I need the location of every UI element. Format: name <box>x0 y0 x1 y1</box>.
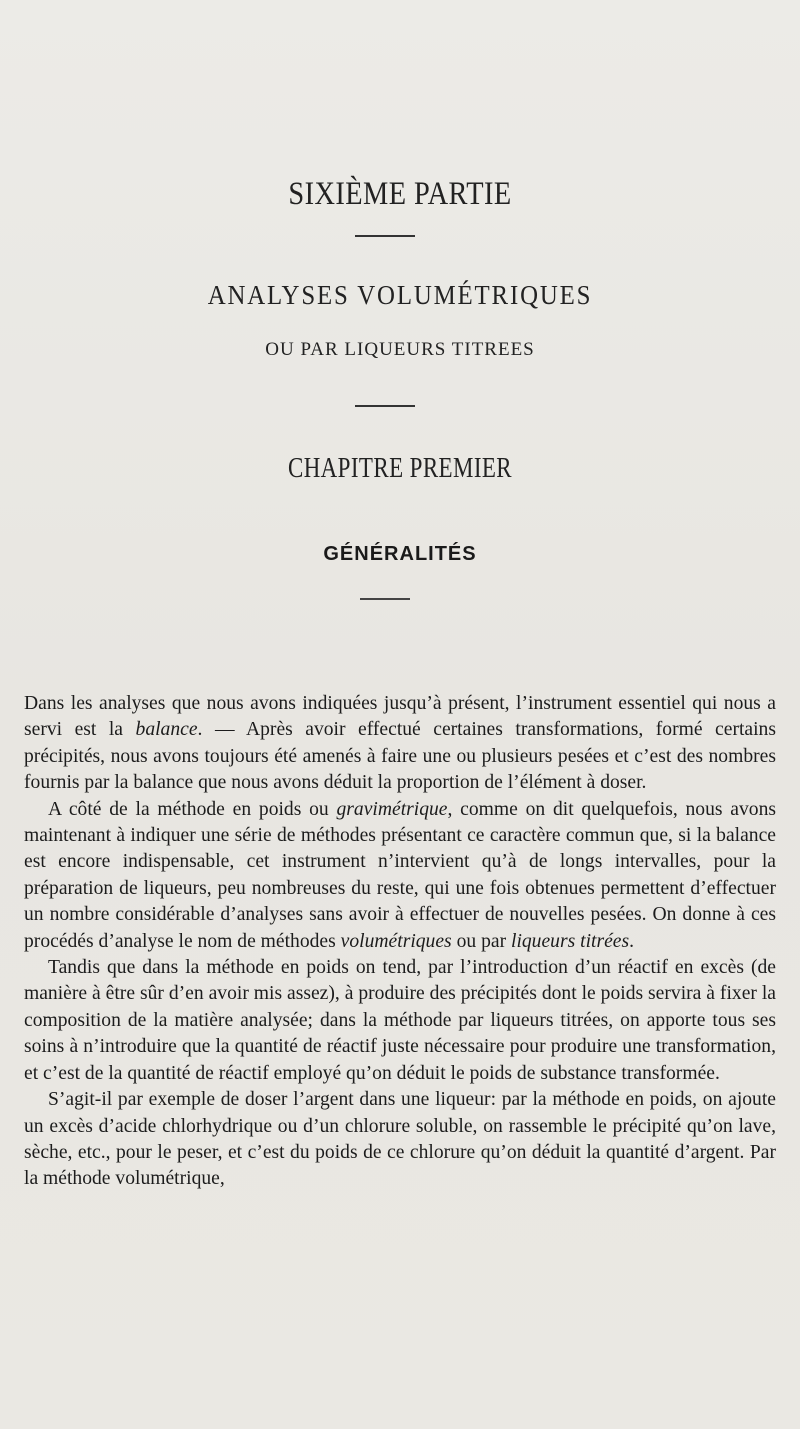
divider-rule <box>355 235 415 237</box>
section-title: GÉNÉRALITÉS <box>323 543 477 565</box>
divider-rule <box>355 405 415 407</box>
paragraph: A côté de la méthode en poids ou gravimétrique, comme on dit quelquefois, nous avons maintenant à indiquer une série de méthodes présentant ce caractère commun que, si la balance est encore indispensable, cet instrument n’intervient qu’à de longs intervalles, pour la préparation de liqueurs, peu nombreuses du reste, qui une fois obtenues permettent d’effectuer un nombre considérable d’analyses sans avoir à effectuer de nouvelles pesées. On donne à ces procédés d’analyse le nom de méthodes volumétriques ou par liqueurs titrées. <box>24 798 777 952</box>
sub-title: OU PAR LIQUEURS TITREES <box>265 339 535 360</box>
chapter-title: CHAPITRE PREMIER <box>287 453 513 484</box>
paragraph: Dans les analyses que nous avons indiquées jusqu’à présent, l’instrument essentiel qui nous a servi est la balance. — Après avoir effectué certaines transformations, formé certains précipités, nous avons toujours été amenés à faire une ou plusieurs pesées et c’est des nombres fournis par la balance que nous avons déduit la proportion de l’élément à doser. <box>24 693 776 794</box>
body-text <box>24 691 776 1193</box>
divider-rule <box>360 598 410 600</box>
paragraph: Tandis que dans la méthode en poids on tend, par l’introduction d’un réactif en excès (de manière à être sûr d’en avoir mis assez), à produire des précipités dont le poids servira à fixer la composition de la matière analysée; dans la méthode par liqueurs titrées, on apporte tous ses soins à n’introduire que la quantité de réactif juste nécessaire pour produire une transformation, et c’est de la quantité de réactif employé qu’on déduit le poids de substance transformée. <box>24 957 776 1084</box>
main-title: ANALYSES VOLUMÉTRIQUES <box>207 280 593 310</box>
paragraph: S’agit-il par exemple de doser l’argent dans une liqueur: par la méthode en poids, on ajoute un excès d’acide chlorhydrique ou d’un chlorure soluble, on rassemble le précipité qu’on lave, sèche, etc., pour le peser, et c’est du poids de ce chlorure qu’on déduit la quantité d’argent. Par la méthode volumétrique, <box>24 1089 776 1190</box>
part-title: SIXIÈME PARTIE <box>288 176 512 212</box>
